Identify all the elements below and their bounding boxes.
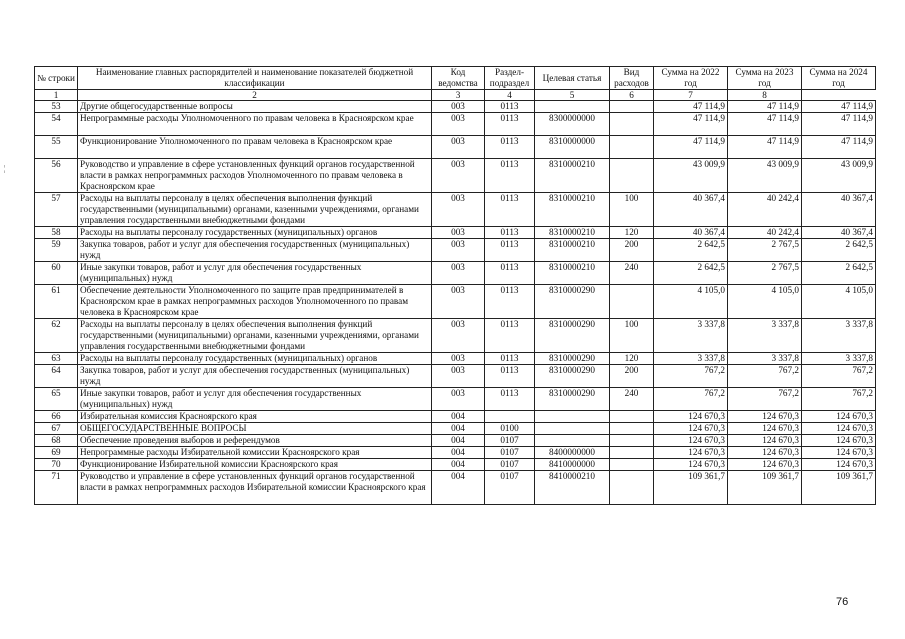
row-sum-2022: 2 642,5 [654,239,728,262]
row-section: 0113 [485,193,535,227]
row-sum-2023: 47 114,9 [728,113,802,136]
row-sum-2022: 40 367,4 [654,193,728,227]
row-sum-2023: 124 670,3 [728,459,802,471]
row-section: 0113 [485,319,535,353]
row-agency-code: 004 [432,411,485,423]
row-sum-2024: 767,2 [802,388,876,411]
row-sum-2023: 124 670,3 [728,447,802,459]
row-target-article [535,423,610,435]
row-sum-2022: 47 114,9 [654,136,728,159]
header-2023: Сумма на 2023 год [728,67,802,90]
row-sum-2023: 767,2 [728,388,802,411]
row-agency-code: 003 [432,285,485,319]
table-row [35,227,876,239]
row-expense-kind [610,159,654,193]
row-target-article: 8310000290 [535,353,610,365]
row-sum-2024: 124 670,3 [802,411,876,423]
row-section: 0113 [485,136,535,159]
table-row [35,193,876,227]
row-target-article [535,435,610,447]
row-target-article [535,411,610,423]
row-expense-kind: 120 [610,353,654,365]
index-cell: 6 [610,90,654,101]
row-section: 0113 [485,285,535,319]
row-section: 0107 [485,435,535,447]
row-sum-2024: 47 114,9 [802,101,876,113]
row-sum-2024: 40 367,4 [802,227,876,239]
row-section: 0113 [485,159,535,193]
row-sum-2024: 47 114,9 [802,136,876,159]
row-sum-2024: 2 642,5 [802,239,876,262]
row-expense-kind [610,447,654,459]
row-sum-2024: 3 337,8 [802,353,876,365]
table-row [35,262,876,285]
row-name: Функционирование Избирательной комиссии Красноярского края [78,459,432,471]
row-number: 71 [35,471,78,505]
row-agency-code: 003 [432,227,485,239]
row-agency-code: 004 [432,447,485,459]
row-sum-2024: 109 361,7 [802,471,876,505]
row-target-article: 8410000000 [535,459,610,471]
row-name: Расходы на выплаты персоналу в целях обеспечения выполнения функций государственными (муниципальными) органами, казенными учреждениями, органами управления государственными внебюджетными фондами [78,319,432,353]
row-sum-2023: 124 670,3 [728,411,802,423]
row-agency-code: 003 [432,136,485,159]
row-sum-2024: 124 670,3 [802,423,876,435]
table-row [35,388,876,411]
row-sum-2022: 40 367,4 [654,227,728,239]
row-target-article: 8310000210 [535,159,610,193]
row-expense-kind: 240 [610,388,654,411]
row-sum-2024: 767,2 [802,365,876,388]
row-name: Другие общегосударственные вопросы [78,101,432,113]
row-sum-2024: 4 105,0 [802,285,876,319]
row-section: 0107 [485,447,535,459]
table-row [35,471,876,505]
row-sum-2023: 109 361,7 [728,471,802,505]
row-section [485,411,535,423]
row-target-article: 8400000000 [535,447,610,459]
header-target: Целевая статья [535,67,610,90]
row-number: 56 [35,159,78,193]
row-target-article: 8310000210 [535,227,610,239]
row-target-article: 8310000000 [535,136,610,159]
table-row [35,113,876,136]
row-section: 0113 [485,239,535,262]
row-agency-code: 004 [432,435,485,447]
row-expense-kind [610,285,654,319]
row-agency-code: 004 [432,459,485,471]
row-number: 70 [35,459,78,471]
index-cell: 8 [728,90,802,101]
index-cell: 7 [654,90,728,101]
row-number: 57 [35,193,78,227]
index-cell: 4 [485,90,535,101]
row-expense-kind [610,113,654,136]
row-section: 0100 [485,423,535,435]
index-cell: 1 [35,90,78,101]
row-number: 62 [35,319,78,353]
row-name: Закупка товаров, работ и услуг для обеспечения государственных (муниципальных) нужд [78,239,432,262]
index-cell: 3 [432,90,485,101]
row-name: Руководство и управление в сфере установленных функций органов государственной власти в рамках непрограммных расходов Уполномоченного по правам человека в Красноярском крае [78,159,432,193]
row-section: 0113 [485,388,535,411]
row-sum-2023: 124 670,3 [728,435,802,447]
row-sum-2022: 767,2 [654,365,728,388]
row-number: 55 [35,136,78,159]
row-sum-2022: 124 670,3 [654,459,728,471]
table-row [35,285,876,319]
row-target-article: 8410000210 [535,471,610,505]
row-sum-2022: 767,2 [654,388,728,411]
row-agency-code: 003 [432,193,485,227]
table-row [35,353,876,365]
row-name: Расходы на выплаты персоналу государственных (муниципальных) органов [78,227,432,239]
row-sum-2024: 40 367,4 [802,193,876,227]
row-sum-2023: 3 337,8 [728,319,802,353]
row-section: 0113 [485,113,535,136]
row-section: 0113 [485,262,535,285]
row-expense-kind: 200 [610,239,654,262]
row-expense-kind: 240 [610,262,654,285]
row-sum-2022: 43 009,9 [654,159,728,193]
row-name: Иные закупки товаров, работ и услуг для обеспечения государственных (муниципальных) нужд [78,262,432,285]
row-sum-2022: 124 670,3 [654,423,728,435]
header-kind: Вид расходов [610,67,654,90]
row-sum-2024: 124 670,3 [802,447,876,459]
row-sum-2022: 3 337,8 [654,353,728,365]
row-sum-2022: 47 114,9 [654,113,728,136]
row-expense-kind [610,136,654,159]
row-target-article: 8310000210 [535,239,610,262]
row-number: 63 [35,353,78,365]
table-row [35,136,876,159]
row-sum-2024: 47 114,9 [802,113,876,136]
row-sum-2022: 109 361,7 [654,471,728,505]
row-target-article: 8310000290 [535,285,610,319]
row-number: 64 [35,365,78,388]
row-number: 59 [35,239,78,262]
table-body [35,101,876,505]
row-sum-2023: 47 114,9 [728,101,802,113]
row-name: Закупка товаров, работ и услуг для обеспечения государственных (муниципальных) нужд [78,365,432,388]
row-section: 0107 [485,459,535,471]
row-sum-2022: 124 670,3 [654,411,728,423]
row-expense-kind [610,435,654,447]
row-expense-kind [610,101,654,113]
row-name: Расходы на выплаты персоналу в целях обеспечения выполнения функций государственными (муниципальными) органами, казенными учреждениями, органами управления государственными внебюджетными фондами [78,193,432,227]
row-name: Избирательная комиссия Красноярского края [78,411,432,423]
row-name: Функционирование Уполномоченного по правам человека в Красноярском крае [78,136,432,159]
row-expense-kind [610,423,654,435]
row-sum-2022: 2 642,5 [654,262,728,285]
row-section: 0113 [485,227,535,239]
row-agency-code: 003 [432,262,485,285]
header-name: Наименование главных распорядителей и наименование показателей бюджетной классификации [78,67,432,90]
row-agency-code: 003 [432,239,485,262]
row-sum-2023: 40 242,4 [728,193,802,227]
table-row [35,159,876,193]
row-sum-2024: 124 670,3 [802,459,876,471]
row-number: 69 [35,447,78,459]
row-number: 66 [35,411,78,423]
row-number: 54 [35,113,78,136]
row-expense-kind: 120 [610,227,654,239]
row-sum-2022: 4 105,0 [654,285,728,319]
row-sum-2024: 124 670,3 [802,435,876,447]
row-expense-kind: 200 [610,365,654,388]
table-row [35,365,876,388]
row-target-article: 8310000210 [535,262,610,285]
row-sum-2022: 124 670,3 [654,435,728,447]
row-agency-code: 003 [432,319,485,353]
row-sum-2023: 40 242,4 [728,227,802,239]
row-target-article: 8300000000 [535,113,610,136]
row-section: 0113 [485,365,535,388]
table-row [35,101,876,113]
row-name: Обеспечение проведения выборов и референдумов [78,435,432,447]
header-2022: Сумма на 2022 год [654,67,728,90]
table-index-row [35,90,876,101]
row-sum-2023: 2 767,5 [728,239,802,262]
row-agency-code: 004 [432,423,485,435]
row-number: 67 [35,423,78,435]
row-expense-kind: 100 [610,193,654,227]
row-name: Непрограммные расходы Избирательной комиссии Красноярского края [78,447,432,459]
row-expense-kind [610,411,654,423]
table-row [35,239,876,262]
budget-table [34,66,876,505]
row-target-article: 8310000290 [535,319,610,353]
table-header-row [35,67,876,90]
row-agency-code: 003 [432,113,485,136]
header-code: Код ведомства [432,67,485,90]
row-expense-kind [610,471,654,505]
row-sum-2024: 3 337,8 [802,319,876,353]
row-number: 58 [35,227,78,239]
header-num: № строки [35,67,78,90]
table-row [35,459,876,471]
row-name: Обеспечение деятельности Уполномоченного по защите прав предпринимателей в Красноярском крае в рамках непрограммных расходов Уполномоченного по правам человека в Красноярском крае [78,285,432,319]
row-sum-2023: 124 670,3 [728,423,802,435]
margin-mark: ¦ [4,164,6,173]
header-2024: Сумма на 2024 год [802,67,876,90]
row-name: Расходы на выплаты персоналу государственных (муниципальных) органов [78,353,432,365]
row-sum-2023: 2 767,5 [728,262,802,285]
index-cell: 5 [535,90,610,101]
table-row [35,423,876,435]
row-sum-2022: 3 337,8 [654,319,728,353]
row-target-article: 8310000210 [535,193,610,227]
row-number: 68 [35,435,78,447]
table-row [35,435,876,447]
row-expense-kind: 100 [610,319,654,353]
row-sum-2022: 124 670,3 [654,447,728,459]
row-target-article [535,101,610,113]
row-agency-code: 003 [432,159,485,193]
row-expense-kind [610,459,654,471]
row-sum-2023: 47 114,9 [728,136,802,159]
page-number: 76 [836,596,849,608]
row-sum-2024: 43 009,9 [802,159,876,193]
table-row [35,319,876,353]
row-name: ОБЩЕГОСУДАРСТВЕННЫЕ ВОПРОСЫ [78,423,432,435]
row-agency-code: 003 [432,353,485,365]
row-target-article: 8310000290 [535,365,610,388]
index-cell: 2 [78,90,432,101]
row-section: 0107 [485,471,535,505]
row-section: 0113 [485,101,535,113]
row-sum-2024: 2 642,5 [802,262,876,285]
row-number: 65 [35,388,78,411]
row-agency-code: 003 [432,388,485,411]
row-number: 53 [35,101,78,113]
row-number: 60 [35,262,78,285]
row-number: 61 [35,285,78,319]
row-sum-2023: 3 337,8 [728,353,802,365]
table-row [35,447,876,459]
row-agency-code: 004 [432,471,485,505]
header-section: Раздел-подраздел [485,67,535,90]
row-sum-2023: 767,2 [728,365,802,388]
row-sum-2023: 4 105,0 [728,285,802,319]
row-agency-code: 003 [432,365,485,388]
row-sum-2023: 43 009,9 [728,159,802,193]
row-sum-2022: 47 114,9 [654,101,728,113]
row-section: 0113 [485,353,535,365]
row-name: Иные закупки товаров, работ и услуг для обеспечения государственных (муниципальных) нужд [78,388,432,411]
row-name: Руководство и управление в сфере установленных функций органов государственной власти в рамках непрограммных расходов Избирательной комиссии Красноярского края [78,471,432,505]
row-target-article: 8310000290 [535,388,610,411]
table-row [35,411,876,423]
row-agency-code: 003 [432,101,485,113]
row-name: Непрограммные расходы Уполномоченного по правам человека в Красноярском крае [78,113,432,136]
